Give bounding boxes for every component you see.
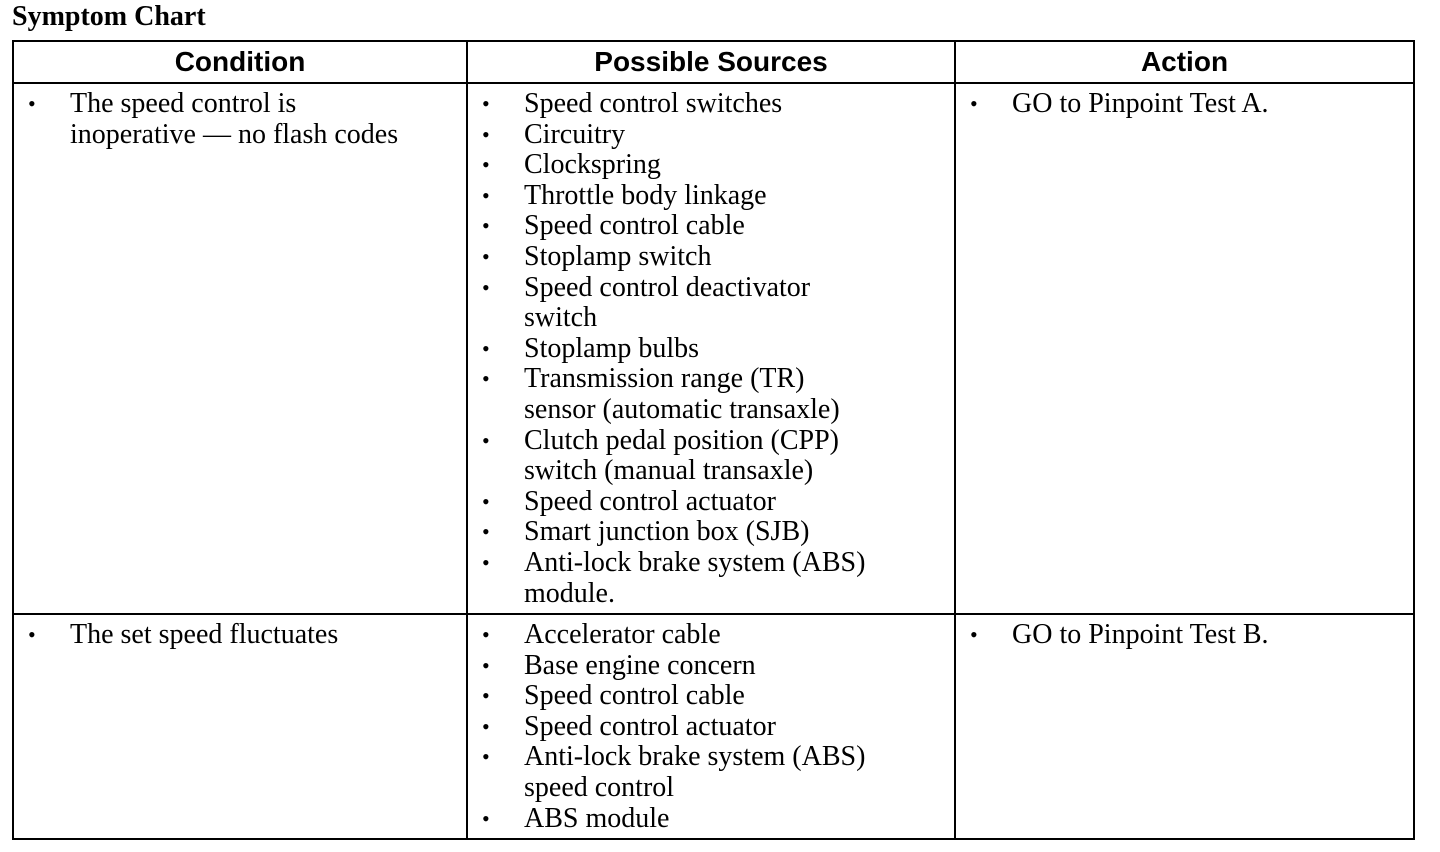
condition-cell (13, 83, 467, 614)
bullet-icon: • (482, 519, 490, 545)
column-header-action: Action (955, 41, 1414, 83)
list-item-text: Speed control actuator (524, 485, 776, 517)
list-item (956, 620, 1413, 651)
bullet-icon: • (482, 427, 490, 453)
list-item-text: Clockspring (524, 149, 661, 181)
list-item-text: Speed control switches (524, 88, 783, 119)
bullet-list (468, 89, 954, 609)
bullet-icon: • (28, 91, 36, 116)
bullet-icon: • (482, 335, 490, 361)
list-item-text: Transmission range (TR) sensor (automatic transaxle) (524, 363, 840, 425)
bullet-icon: • (482, 652, 490, 678)
bullet-icon: • (482, 213, 490, 239)
list-item (468, 517, 954, 548)
action-cell (955, 614, 1414, 839)
bullet-icon: • (482, 805, 490, 831)
list-item (956, 89, 1413, 120)
bullet-icon: • (970, 91, 978, 116)
list-item (468, 712, 954, 743)
list-item (468, 242, 954, 273)
list-item (468, 364, 954, 425)
list-item (468, 742, 954, 803)
list-item-text: Speed control actuator (524, 710, 776, 742)
list-item-text: Throttle body linkage (524, 179, 767, 211)
bullet-list (956, 89, 1413, 120)
list-item-text: GO to Pinpoint Test B. (1012, 619, 1269, 651)
list-item (468, 89, 954, 120)
list-item (14, 620, 466, 651)
bullet-icon: • (482, 549, 490, 575)
chart-title: Symptom Chart (12, 1, 206, 32)
list-item-text: Speed control cable (524, 210, 745, 242)
list-item-text: GO to Pinpoint Test A. (1012, 88, 1269, 119)
bullet-icon: • (482, 182, 490, 208)
bullet-list (14, 89, 466, 150)
list-item-text: Smart junction box (SJB) (524, 516, 810, 548)
header-row (13, 41, 1414, 83)
symptom-chart-table (12, 40, 1415, 840)
table-row (13, 614, 1414, 839)
possible-sources-cell (467, 83, 955, 614)
list-item-text: The set speed fluctuates (70, 619, 339, 651)
bullet-icon: • (482, 274, 490, 300)
bullet-icon: • (482, 622, 490, 648)
bullet-icon: • (482, 744, 490, 770)
bullet-icon: • (482, 152, 490, 178)
bullet-icon: • (482, 121, 490, 147)
list-item (468, 681, 954, 712)
list-item-text: Stoplamp switch (524, 240, 712, 272)
bullet-icon: • (482, 366, 490, 392)
bullet-icon: • (482, 243, 490, 269)
list-item-text: ABS module (524, 802, 670, 834)
column-header-possible-sources: Possible Sources (467, 41, 955, 83)
list-item (468, 620, 954, 651)
list-item (14, 89, 466, 150)
column-header-condition: Condition (13, 41, 467, 83)
list-item-text: The speed control is inoperative — no flash codes (70, 88, 399, 150)
list-item (468, 334, 954, 365)
list-item-text: Anti-lock brake system (ABS) speed control (524, 741, 866, 804)
list-item (468, 426, 954, 487)
list-item (468, 487, 954, 518)
list-item-text: Clutch pedal position (CPP) switch (manual transaxle) (524, 424, 839, 487)
possible-sources-cell (467, 614, 955, 839)
list-item-text: Speed control cable (524, 680, 745, 712)
bullet-icon: • (482, 683, 490, 709)
list-item (468, 804, 954, 835)
list-item (468, 211, 954, 242)
bullet-icon: • (482, 91, 490, 116)
list-item-text: Circuitry (524, 118, 626, 150)
bullet-icon: • (482, 488, 490, 514)
list-item-text: Stoplamp bulbs (524, 332, 700, 364)
list-item-text: Anti-lock brake system (ABS) module. (524, 546, 866, 609)
list-item-text: Accelerator cable (524, 619, 721, 651)
list-item (468, 181, 954, 212)
list-item (468, 150, 954, 181)
bullet-icon: • (28, 622, 36, 648)
condition-cell (13, 614, 467, 839)
list-item (468, 651, 954, 682)
table-row (13, 83, 1414, 614)
bullet-icon: • (482, 713, 490, 739)
bullet-list (956, 620, 1413, 651)
bullet-list (468, 620, 954, 834)
list-item (468, 273, 954, 334)
list-item (468, 548, 954, 609)
list-item-text: Speed control deactivator switch (524, 271, 811, 334)
bullet-icon: • (970, 622, 978, 648)
action-cell (955, 83, 1414, 614)
bullet-list (14, 620, 466, 651)
list-item (468, 120, 954, 151)
list-item-text: Base engine concern (524, 649, 756, 681)
